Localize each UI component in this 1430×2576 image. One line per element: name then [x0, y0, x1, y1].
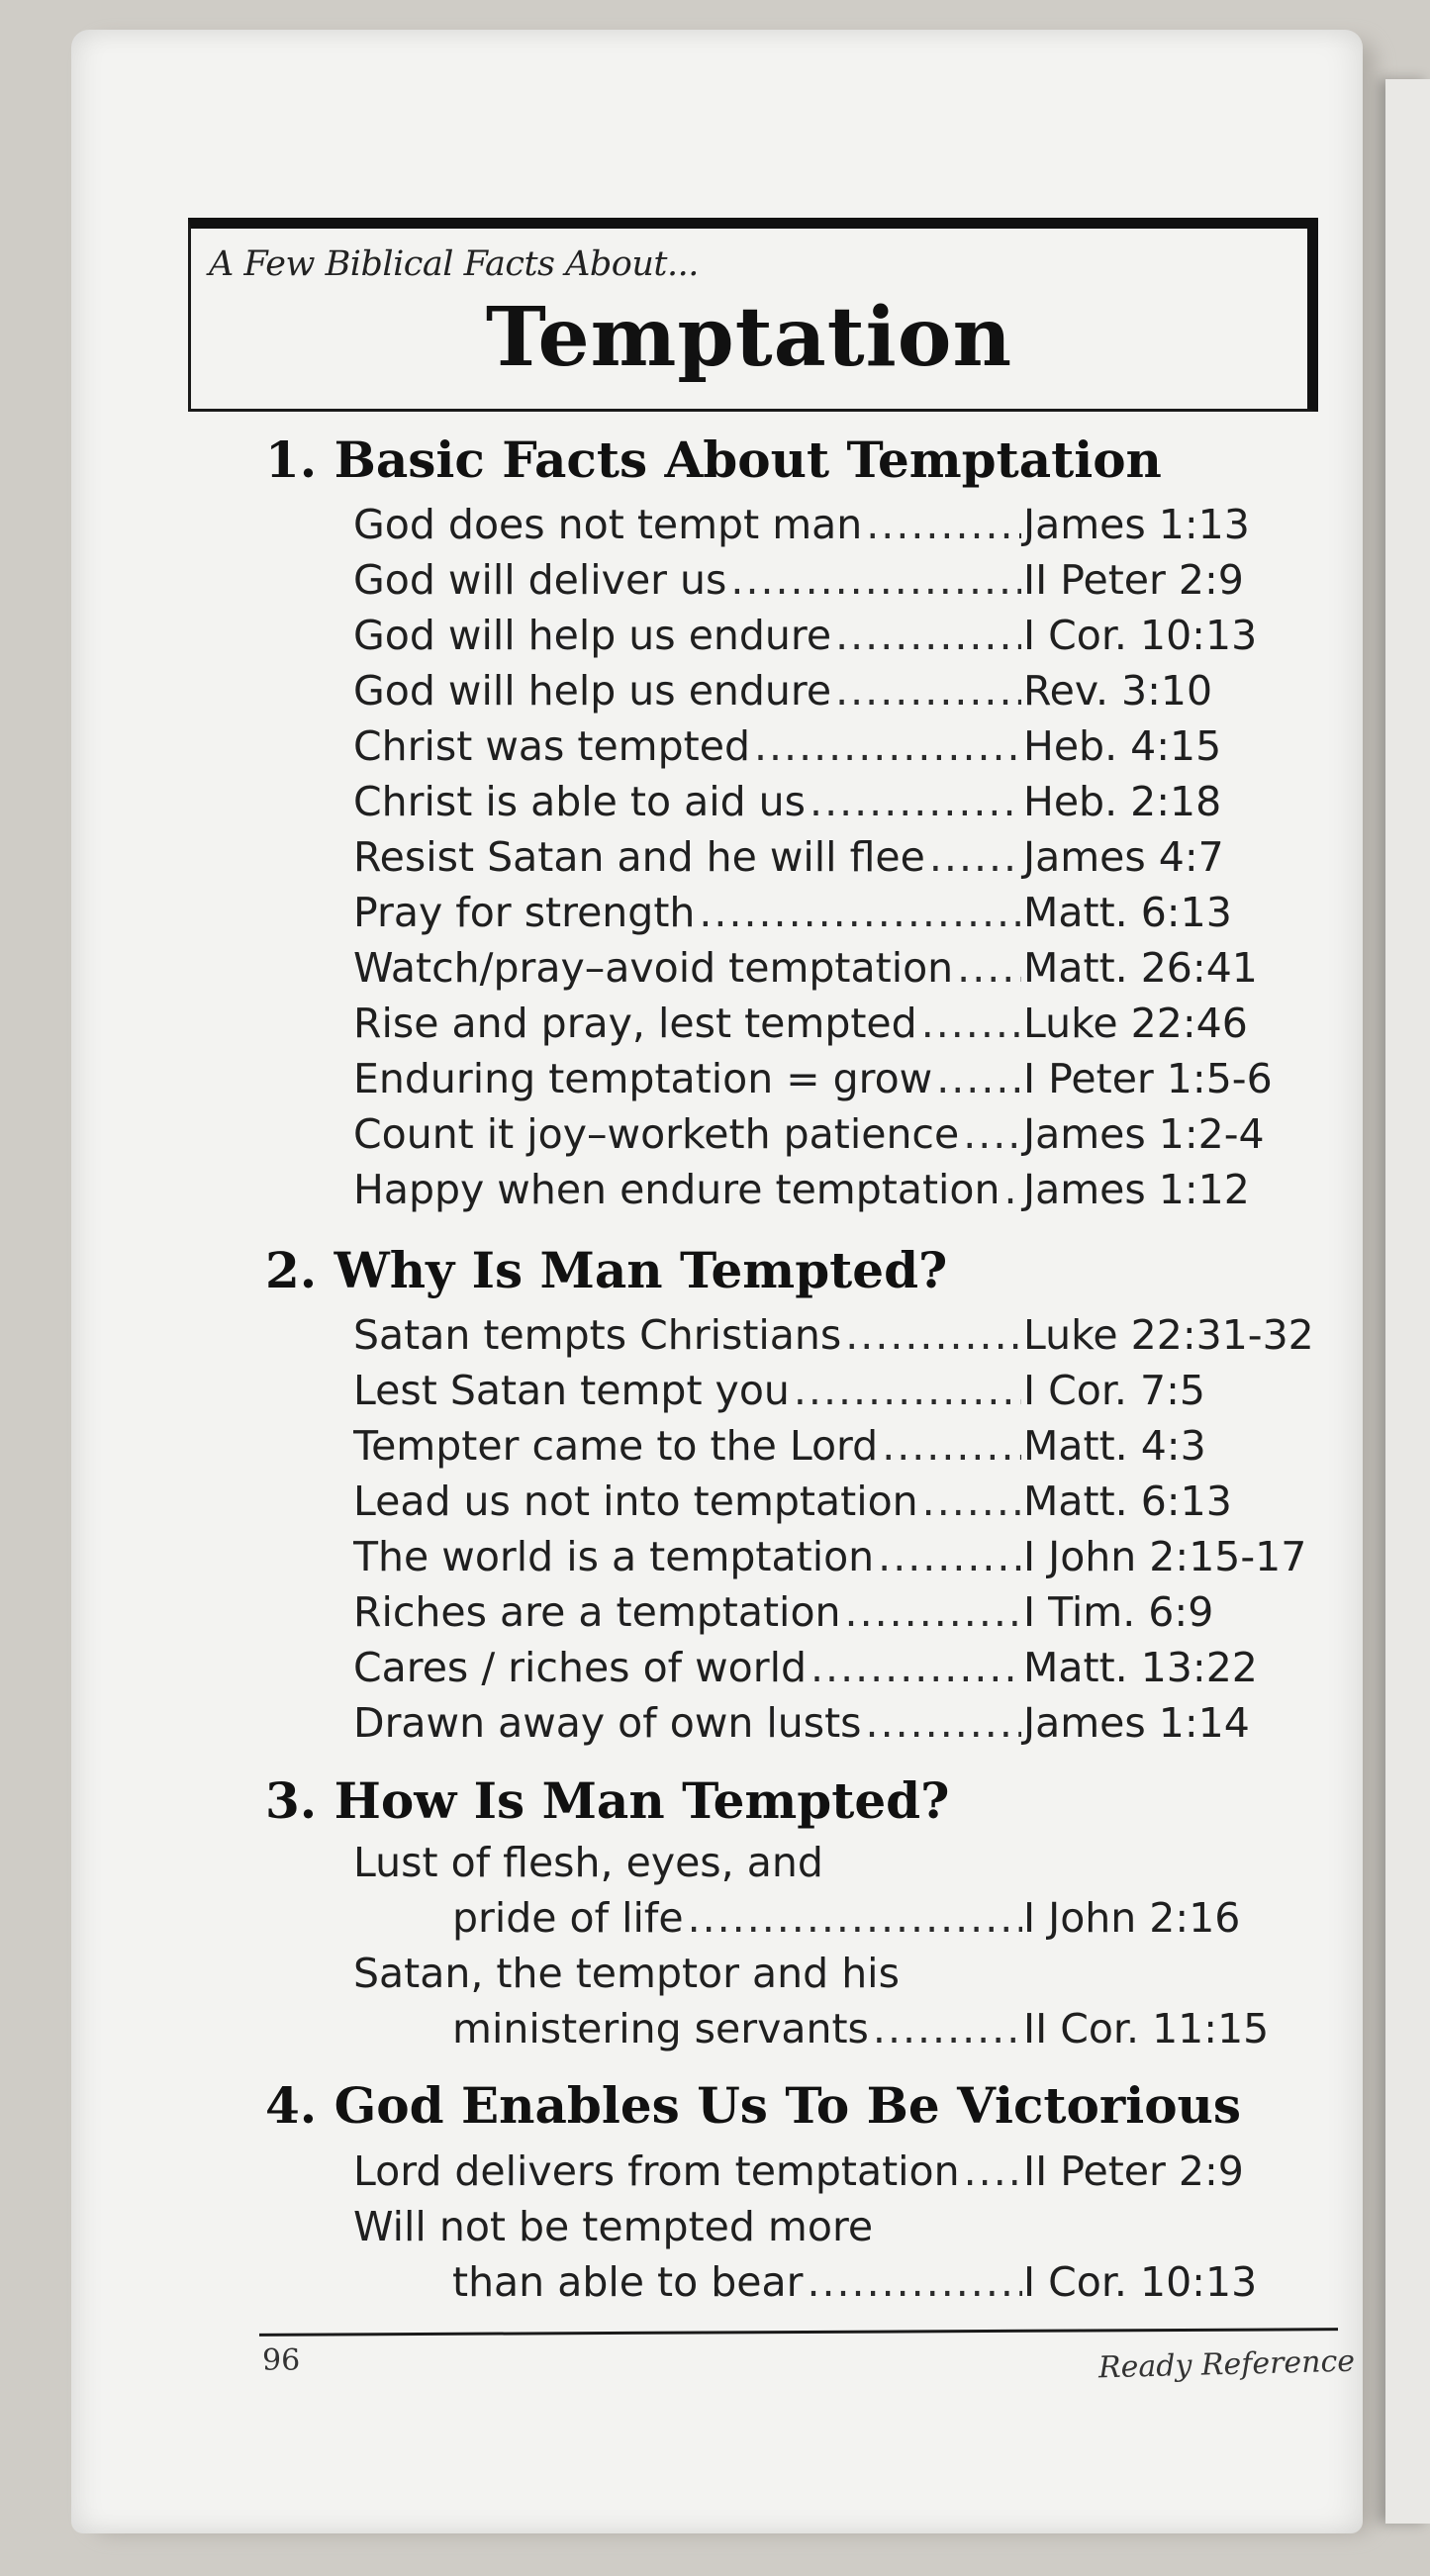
entry-first-line: Lust of flesh, eyes, and [353, 1839, 823, 1886]
list-item [353, 1055, 1333, 1110]
leader-dots [831, 667, 1021, 715]
leader-dots [959, 1110, 1021, 1158]
list-item [353, 667, 1333, 722]
scripture-reference: II Cor. 11:15 [1023, 2005, 1270, 2052]
entry-text: God does not tempt man [353, 501, 863, 548]
list-item [353, 556, 1333, 612]
leader-dots [874, 1533, 1021, 1580]
list-item [353, 1367, 1333, 1422]
scripture-reference: II Peter 2:9 [1023, 2147, 1244, 2195]
list-item [353, 1422, 1333, 1478]
list-item [353, 889, 1333, 944]
list-item [353, 1311, 1333, 1367]
leader-dots [750, 722, 1021, 770]
leader-dots [878, 1422, 1021, 1470]
entry-text: Christ is able to aid us [353, 778, 807, 825]
entry-first-line: Satan, the temptor and his [353, 1950, 900, 1997]
scripture-reference: Matt. 6:13 [1023, 889, 1232, 936]
scripture-reference: I Cor. 7:5 [1023, 1367, 1205, 1414]
page-number: 96 [262, 2343, 301, 2378]
leader-dots [803, 2258, 1022, 2306]
list-item [353, 1644, 1333, 1699]
scripture-reference: II Peter 2:9 [1023, 556, 1244, 604]
list-item [353, 1478, 1333, 1533]
page-title: Temptation [485, 290, 1013, 385]
scripture-reference: James 1:12 [1023, 1166, 1250, 1213]
leader-dots [862, 1699, 1021, 1747]
leader-dots [862, 501, 1021, 548]
list-item [353, 1000, 1333, 1055]
scripture-reference: James 1:2-4 [1023, 1110, 1265, 1158]
section-heading-2: 2. Why Is Man Tempted? [265, 1241, 948, 1299]
leader-dots [841, 1311, 1021, 1359]
list-item [353, 2005, 1333, 2060]
entry-text: Riches are a temptation [353, 1588, 841, 1636]
scripture-reference: I Tim. 6:9 [1023, 1588, 1214, 1636]
list-item [353, 1110, 1333, 1166]
scripture-reference: Luke 22:31-32 [1023, 1311, 1314, 1359]
entry-text: Pray for strength [353, 889, 696, 936]
section-heading-1: 1. Basic Facts About Temptation [265, 430, 1162, 489]
leader-dots [869, 2005, 1022, 2052]
entry-text: Cares / riches of world [353, 1644, 808, 1691]
scripture-reference: Rev. 3:10 [1023, 667, 1213, 715]
entry-first-line: Will not be tempted more [353, 2203, 874, 2250]
entry-text: Lead us not into temptation [353, 1478, 918, 1525]
scripture-reference: Luke 22:46 [1023, 1000, 1248, 1047]
list-item [353, 612, 1333, 667]
leader-dots [684, 1894, 1022, 1942]
leader-dots [917, 1000, 1021, 1047]
adjacent-page-edge [1385, 79, 1430, 2524]
scripture-reference: James 4:7 [1023, 833, 1224, 881]
entry-text: Count it joy–worketh patience [353, 1110, 960, 1158]
leader-dots [932, 1055, 1021, 1102]
scripture-reference: James 1:14 [1023, 1699, 1250, 1747]
entry-text: Satan tempts Christians [353, 1311, 842, 1359]
entry-text: Resist Satan and he will flee [353, 833, 925, 881]
list-item [353, 1894, 1333, 1950]
entry-text: Happy when endure temptation [353, 1166, 1001, 1213]
leader-dots [925, 833, 1021, 881]
list-item [353, 1166, 1333, 1221]
list-item [353, 944, 1333, 1000]
list-item [353, 833, 1333, 889]
list-item [353, 2258, 1333, 2314]
leader-dots [918, 1478, 1021, 1525]
leader-dots [1001, 1166, 1022, 1213]
scripture-reference: Matt. 4:3 [1023, 1422, 1206, 1470]
scripture-reference: Matt. 13:22 [1023, 1644, 1258, 1691]
leader-dots [841, 1588, 1021, 1636]
entry-text: Watch/pray–avoid temptation [353, 944, 954, 992]
scripture-reference: Heb. 2:18 [1023, 778, 1222, 825]
title-kicker: A Few Biblical Facts About... [209, 244, 699, 284]
title-box [188, 218, 1318, 412]
scripture-reference: James 1:13 [1023, 501, 1250, 548]
leader-dots [695, 889, 1021, 936]
running-footer-title: Ready Reference [1097, 2343, 1356, 2386]
list-item [353, 1588, 1333, 1644]
list-item [353, 1533, 1333, 1588]
list-item [353, 1699, 1333, 1755]
scripture-reference: Matt. 6:13 [1023, 1478, 1232, 1525]
list-item [353, 722, 1333, 778]
leader-dots [726, 556, 1021, 604]
entry-text: than able to bear [452, 2258, 804, 2306]
entry-text: Lest Satan tempt you [353, 1367, 790, 1414]
section-heading-4: 4. God Enables Us To Be Victorious [265, 2076, 1242, 2135]
scripture-reference: I Cor. 10:13 [1023, 2258, 1258, 2306]
list-item [353, 2147, 1333, 2203]
entry-text: God will help us endure [353, 612, 832, 659]
leader-dots [806, 778, 1021, 825]
leader-dots [790, 1367, 1021, 1414]
entry-text: ministering servants [452, 2005, 869, 2052]
entry-text: Lord delivers from temptation [353, 2147, 960, 2195]
entry-text: God will deliver us [353, 556, 727, 604]
scripture-reference: I John 2:15-17 [1023, 1533, 1307, 1580]
list-item [353, 778, 1333, 833]
leader-dots [960, 2147, 1021, 2195]
section-heading-3: 3. How Is Man Tempted? [265, 1771, 950, 1830]
leader-dots [831, 612, 1021, 659]
entry-text: pride of life [452, 1894, 684, 1942]
scripture-reference: I Cor. 10:13 [1023, 612, 1258, 659]
scripture-reference: Heb. 4:15 [1023, 722, 1222, 770]
entry-text: Drawn away of own lusts [353, 1699, 862, 1747]
entry-text: Rise and pray, lest tempted [353, 1000, 917, 1047]
entry-text: Christ was tempted [353, 722, 750, 770]
leader-dots [807, 1644, 1021, 1691]
entry-text: God will help us endure [353, 667, 832, 715]
list-item [353, 501, 1333, 556]
entry-text: Tempter came to the Lord [353, 1422, 879, 1470]
entry-text: The world is a temptation [353, 1533, 875, 1580]
scripture-reference: I John 2:16 [1023, 1894, 1241, 1942]
scripture-reference: I Peter 1:5-6 [1023, 1055, 1273, 1102]
scripture-reference: Matt. 26:41 [1023, 944, 1258, 992]
entry-text: Enduring temptation = grow [353, 1055, 933, 1102]
leader-dots [953, 944, 1021, 992]
